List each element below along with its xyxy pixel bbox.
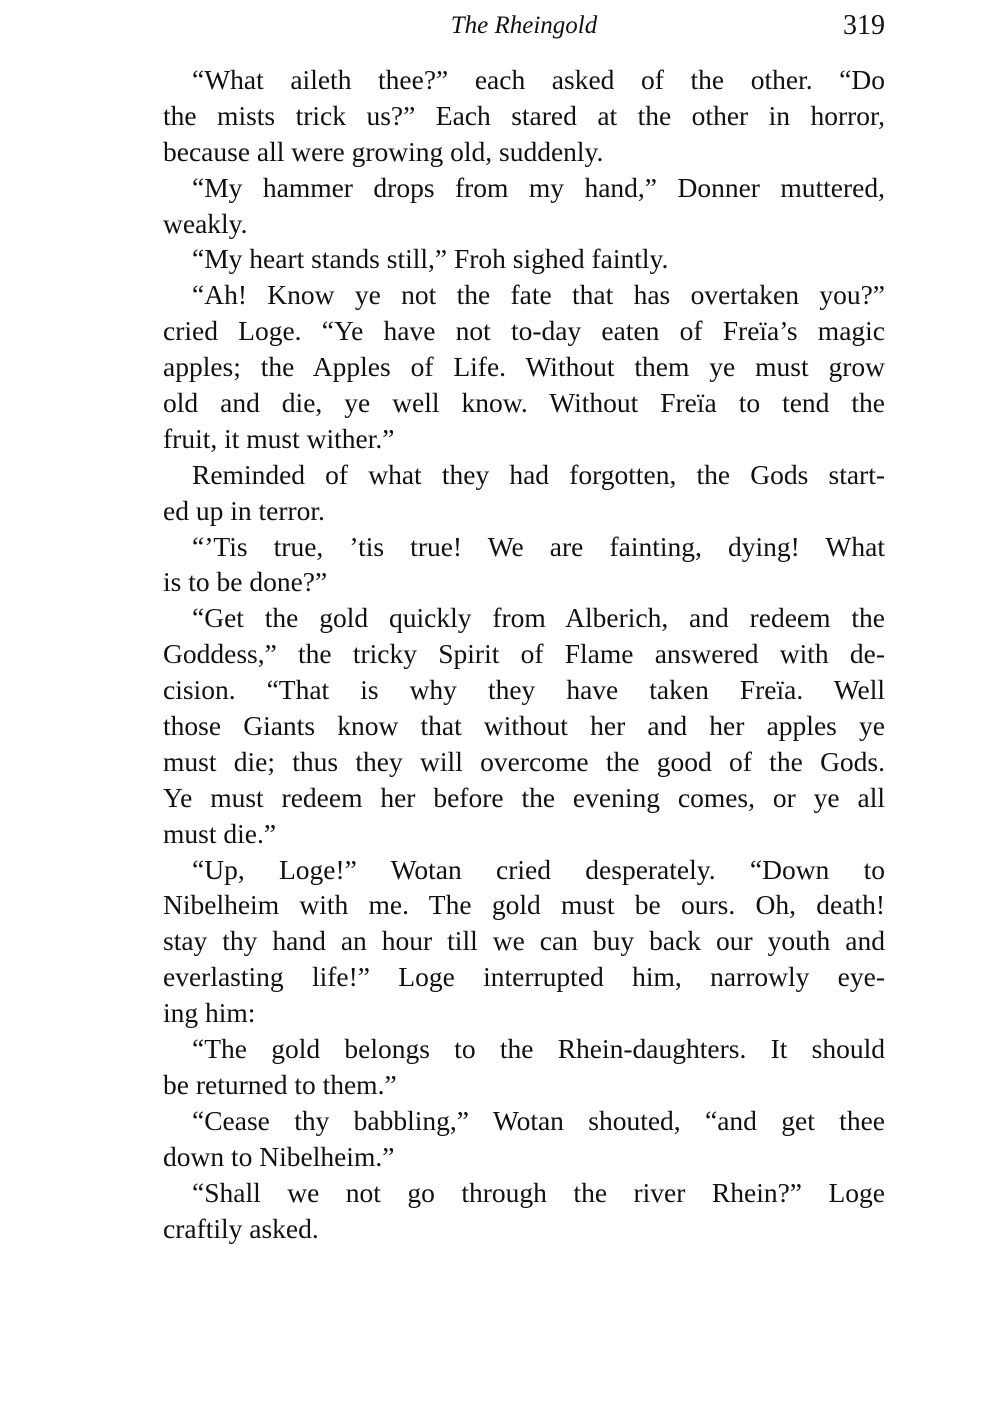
text-line: fruit, it must wither.” xyxy=(163,422,395,454)
text-line: “What aileth thee?” each asked of the other. “Do xyxy=(192,64,885,95)
text-line: those Giants know that without her and her apples ye xyxy=(163,710,885,742)
text-line: “’Tis true, ’tis true! We are fainting, dying! What xyxy=(192,530,885,562)
text-line: “My hammer drops from my hand,” Donner muttered, xyxy=(192,171,885,203)
text-line: must die.” xyxy=(163,817,277,849)
text-line: ing him: xyxy=(163,997,256,1029)
text-line: be returned to them.” xyxy=(163,1068,397,1100)
text-line: “Shall we not go through the river Rhein?” Loge xyxy=(192,1176,885,1208)
text-line: Ye must redeem her before the evening comes, or ye all xyxy=(163,781,885,813)
text-line: old and die, ye well know. Without Freïa to tend the xyxy=(163,387,885,419)
text-line: is to be done?” xyxy=(163,566,328,598)
text-line: “Up, Loge!” Wotan cried desperately. “Down to xyxy=(192,853,885,885)
text-line: stay thy hand an hour till we can buy back our youth and xyxy=(163,925,885,957)
text-line: ed up in terror. xyxy=(163,494,325,526)
text-line: Nibelheim with me. The gold must be ours. Oh, death! xyxy=(163,889,885,921)
text-line: craftily asked. xyxy=(163,1212,319,1244)
text-line: “Get the gold quickly from Alberich, and redeem the xyxy=(192,602,885,634)
text-line: “Cease thy babbling,” Wotan shouted, “and get thee xyxy=(192,1104,885,1136)
text-line: cision. “That is why they have taken Freïa. Well xyxy=(163,674,885,706)
text-line: cried Loge. “Ye have not to-day eaten of Freïa’s magic xyxy=(163,315,885,347)
text-line: everlasting life!” Loge interrupted him, narrowly eye- xyxy=(163,961,885,993)
running-title: The Rheingold xyxy=(450,12,598,39)
page-number: 319 xyxy=(843,10,885,41)
text-line: the mists trick us?” Each stared at the other in horror, xyxy=(163,99,885,131)
page-body-text xyxy=(163,62,885,1246)
text-line: because all were growing old, suddenly. xyxy=(163,135,604,167)
text-line: Goddess,” the tricky Spirit of Flame answered with de- xyxy=(163,638,885,670)
text-line: “The gold belongs to the Rhein-daughters. It should xyxy=(192,1033,885,1065)
page-header xyxy=(163,8,885,44)
text-line: down to Nibelheim.” xyxy=(163,1140,395,1172)
text-line: weakly. xyxy=(163,207,248,239)
text-line: “My heart stands still,” Froh sighed faintly. xyxy=(192,243,669,275)
text-line: must die; thus they will overcome the good of the Gods. xyxy=(163,745,885,777)
text-line: apples; the Apples of Life. Without them ye must grow xyxy=(163,351,885,383)
text-line: Reminded of what they had forgotten, the Gods start- xyxy=(192,458,885,490)
text-line: “Ah! Know ye not the fate that has overtaken you?” xyxy=(192,279,885,311)
